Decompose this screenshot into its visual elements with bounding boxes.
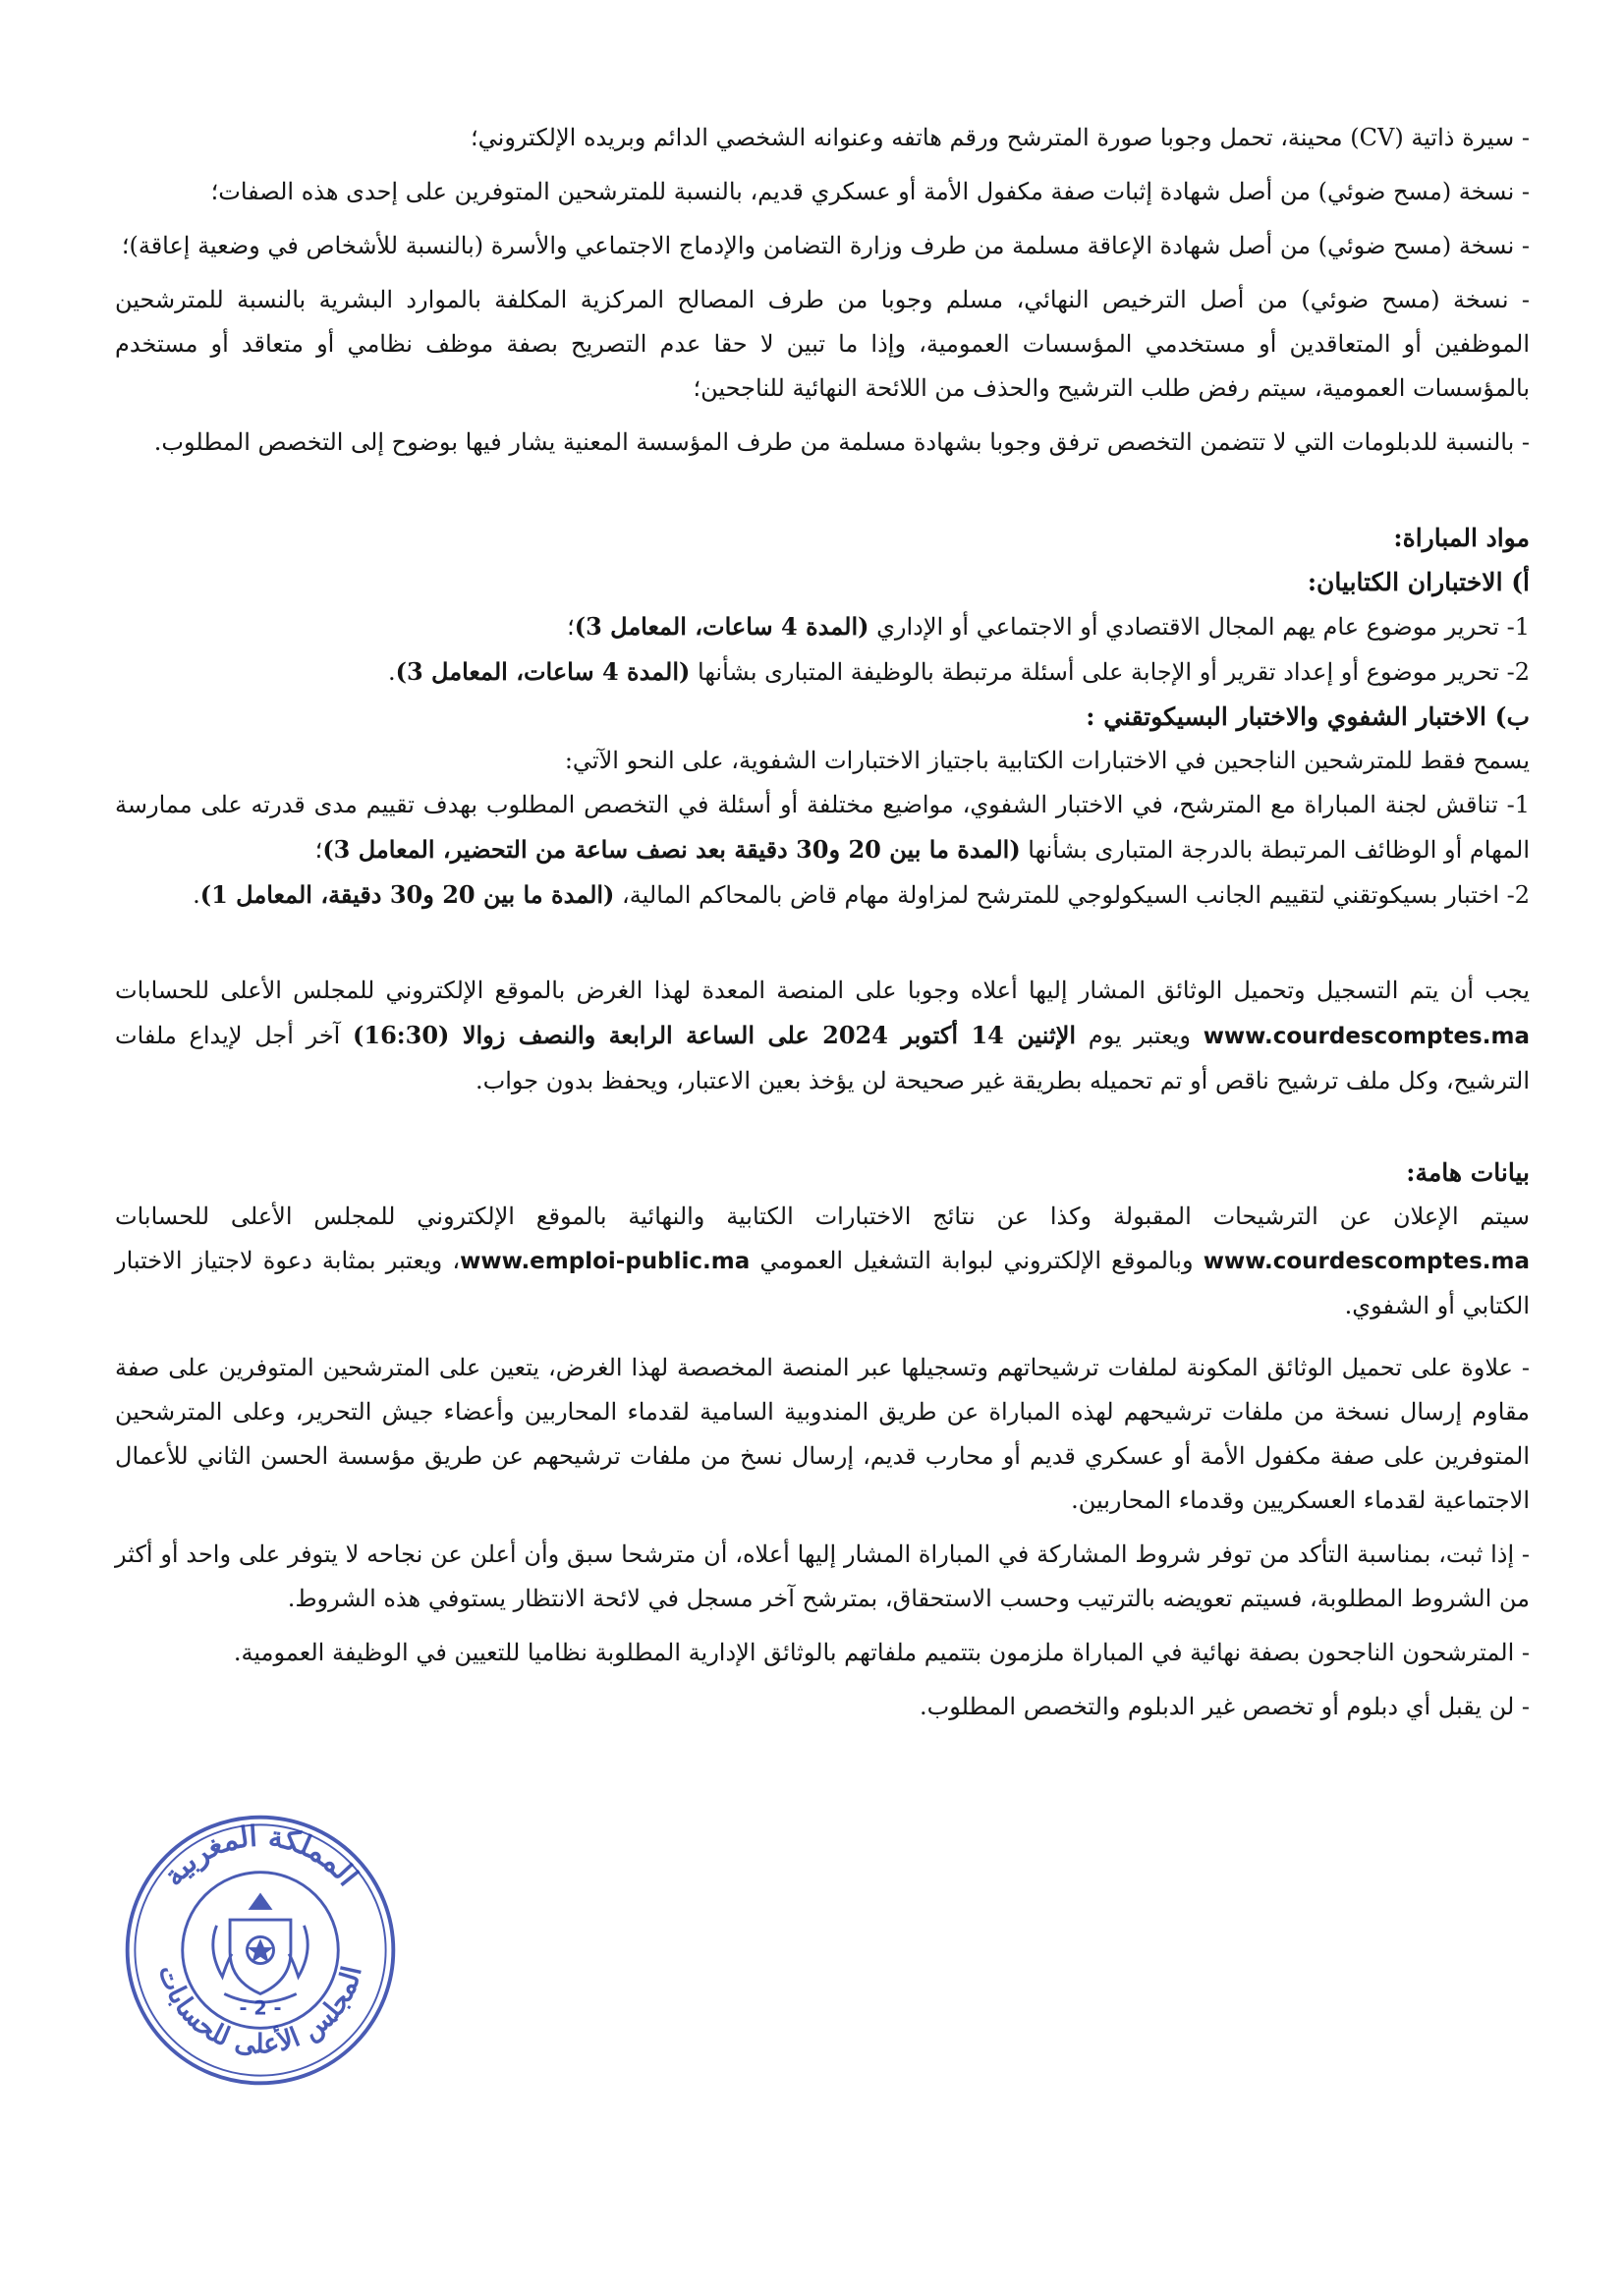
oral-test-2: 2- اختبار بسيكوتقني لتقييم الجانب السيكولوجي للمترشح لمزاولة مهام قاض بالمحاكم المالية، (المدة ما بين 20 و30 دقيقة، المعامل 1). xyxy=(193,880,1530,909)
registration-section xyxy=(115,969,1530,1103)
important-item: - المترشحون الناجحون بصفة نهائية في المباراة ملزمون بتتميم ملفاتهم بالوثائق الإدارية المطلوبة نظاميا للتعيين في الوظيفة العمومية. xyxy=(233,1639,1530,1666)
important-item: - لن يقبل أي دبلوم أو تخصص غير الدبلوم والتخصص المطلوب. xyxy=(919,1693,1530,1720)
requirement-item: - بالنسبة للدبلومات التي لا تتضمن التخصص ترفق وجوبا بشهادة مسلمة من طرف المؤسسة المعنية يشار فيها بوضوح إلى التخصص المطلوب. xyxy=(153,428,1530,456)
requirements-list xyxy=(115,116,1530,465)
seal-top-text: المملكة المغربية xyxy=(156,1819,365,1892)
coat-of-arms-emblem xyxy=(213,1895,308,2002)
seal-bottom-text: المجلس الأعلى للحسابات xyxy=(151,1961,368,2060)
announcement-paragraph: سيتم الإعلان عن الترشيحات المقبولة وكذا عن نتائج الاختبارات الكتابية والنهائية بالموقع الإلكتروني للمجلس الأعلى للحسابات www.courdescomptes.ma وبالموقع الإلكتروني لبوابة التشغيل العمومي www.emploi-public.ma، ويعتبر بمثابة دعوة لاجتياز الاختبار الكتابي أو الشفوي. xyxy=(115,1203,1531,1319)
exam-subjects-section xyxy=(115,516,1530,918)
courdescomptes-link[interactable]: www.courdescomptes.ma xyxy=(1203,1024,1530,1049)
important-item: - علاوة على تحميل الوثائق المكونة لملفات ترشيحاتهم وتسجيلها عبر المنصة المخصصة لهذا الغرض، يتعين على المترشحين المتوفرين على صفة مقاوم إرسال نسخة من ملفات ترشيحهم لهذه المباراة عن طريق المندوبية السامية لقدماء المحاربين وأعضاء جيش التحرير، وعلى المترشحين المتوفرين على صفة مكفول الأمة أو عسكري قديم أو محارب قديم، إرسال نسخ من ملفات ترشيحهم عن طريق مؤسسة الحسن الثاني للأعمال الاجتماعية لقدماء العسكريين وقدماء المحاربين. xyxy=(115,1354,1530,1514)
written-tests-heading: أ) الاختباران الكتابيان: xyxy=(1307,568,1530,596)
written-test-2: 2- تحرير موضوع أو إعداد تقرير أو الإجابة على أسئلة مرتبطة بالوظيفة المتبارى بشأنها (المدة 4 ساعات، المعامل 3). xyxy=(388,657,1530,686)
emploi-public-link[interactable]: www.emploi-public.ma xyxy=(460,1249,751,1274)
requirement-item: - نسخة (مسح ضوئي) من أصل الترخيص النهائي، مسلم وجوبا من طرف المصالح المركزية المكلفة بالموارد البشرية بالنسبة للمترشحين الموظفين أو المتعاقدين أو مستخدمي المؤسسات العمومية، وإذا ما تبين لا حقا عدم التصريح بصفة موظف نظامي أو متعاقد أو مستخدم بالمؤسسات العمومية، سيتم رفض طلب الترشيح والحذف من اللائحة النهائية للناجحين؛ xyxy=(115,286,1530,402)
requirement-item: - نسخة (مسح ضوئي) من أصل شهادة إثبات صفة مكفول الأمة أو عسكري قديم، بالنسبة للمترشحين المتوفرين على إحدى هذه الصفات؛ xyxy=(210,178,1530,205)
important-item: - إذا ثبت، بمناسبة التأكد من توفر شروط المشاركة في المباراة المشار إليها أعلاه، أن مترشحا سبق وأن أعلن عن نجاحه لا يتوفر على واحد أو أكثر من الشروط المطلوبة، فسيتم تعويضه بالترتيب وحسب الاستحقاق، بمترشح آخر مسجل في لائحة الانتظار يستوفي هذه الشروط. xyxy=(115,1540,1531,1612)
document-body xyxy=(115,116,1530,1729)
subjects-heading: مواد المباراة: xyxy=(1393,524,1530,552)
courdescomptes-link[interactable]: www.courdescomptes.ma xyxy=(1203,1249,1531,1274)
written-test-1: 1- تحرير موضوع عام يهم المجال الاقتصادي أو الاجتماعي أو الإداري (المدة 4 ساعات، المعامل 3)؛ xyxy=(567,612,1530,641)
important-heading: بيانات هامة: xyxy=(1406,1158,1530,1187)
requirement-item: - سيرة ذاتية (CV) محينة، تحمل وجوبا صورة المترشح ورقم هاتفه وعنوانه الشخصي الدائم وبريده الإلكتروني؛ xyxy=(471,124,1530,151)
important-info-section xyxy=(115,1150,1530,1729)
official-seal-stamp xyxy=(118,1808,403,2093)
requirement-item: - نسخة (مسح ضوئي) من أصل شهادة الإعاقة مسلمة من طرف وزارة التضامن والإدماج الاجتماعي والأسرة (بالنسبة للأشخاص في وضعية إعاقة)؛ xyxy=(121,232,1530,259)
seal-number: - 2 - xyxy=(239,1996,282,2020)
oral-tests-intro: يسمح فقط للمترشحين الناجحين في الاختبارات الكتابية باجتياز الاختبارات الشفوية، على النحو الآتي: xyxy=(564,747,1530,774)
registration-paragraph: يجب أن يتم التسجيل وتحميل الوثائق المشار إليها أعلاه وجوبا على المنصة المعدة لهذا الغرض بالموقع الإلكتروني للمجلس الأعلى للحسابات www.courdescomptes.ma ويعتبر يوم الإثنين 14 أكتوبر 2024 على الساعة الرابعة والنصف زوالا (16:30) آخر أجل لإيداع ملفات الترشيح، وكل ملف ترشيح ناقص أو تم تحميله بطريقة غير صحيحة لن يؤخذ بعين الاعتبار، ويحفظ بدون جواب. xyxy=(115,977,1531,1094)
registration-deadline: الإثنين 14 أكتوبر 2024 على الساعة الرابعة والنصف زوالا (16:30) xyxy=(353,1021,1077,1049)
oral-tests-heading: ب) الاختبار الشفوي والاختبار البسيكوتقني : xyxy=(1086,702,1530,731)
oral-test-1: 1- تناقش لجنة المباراة مع المترشح، في الاختبار الشفوي، مواضيع مختلفة أو أسئلة في التخصص المطلوب بهدف تقييم مدى قدرته على ممارسة المهام أو الوظائف المرتبطة بالدرجة المتبارى بشأنها (المدة ما بين 20 و30 دقيقة بعد نصف ساعة من التحضير، المعامل 3)؛ xyxy=(115,791,1530,864)
